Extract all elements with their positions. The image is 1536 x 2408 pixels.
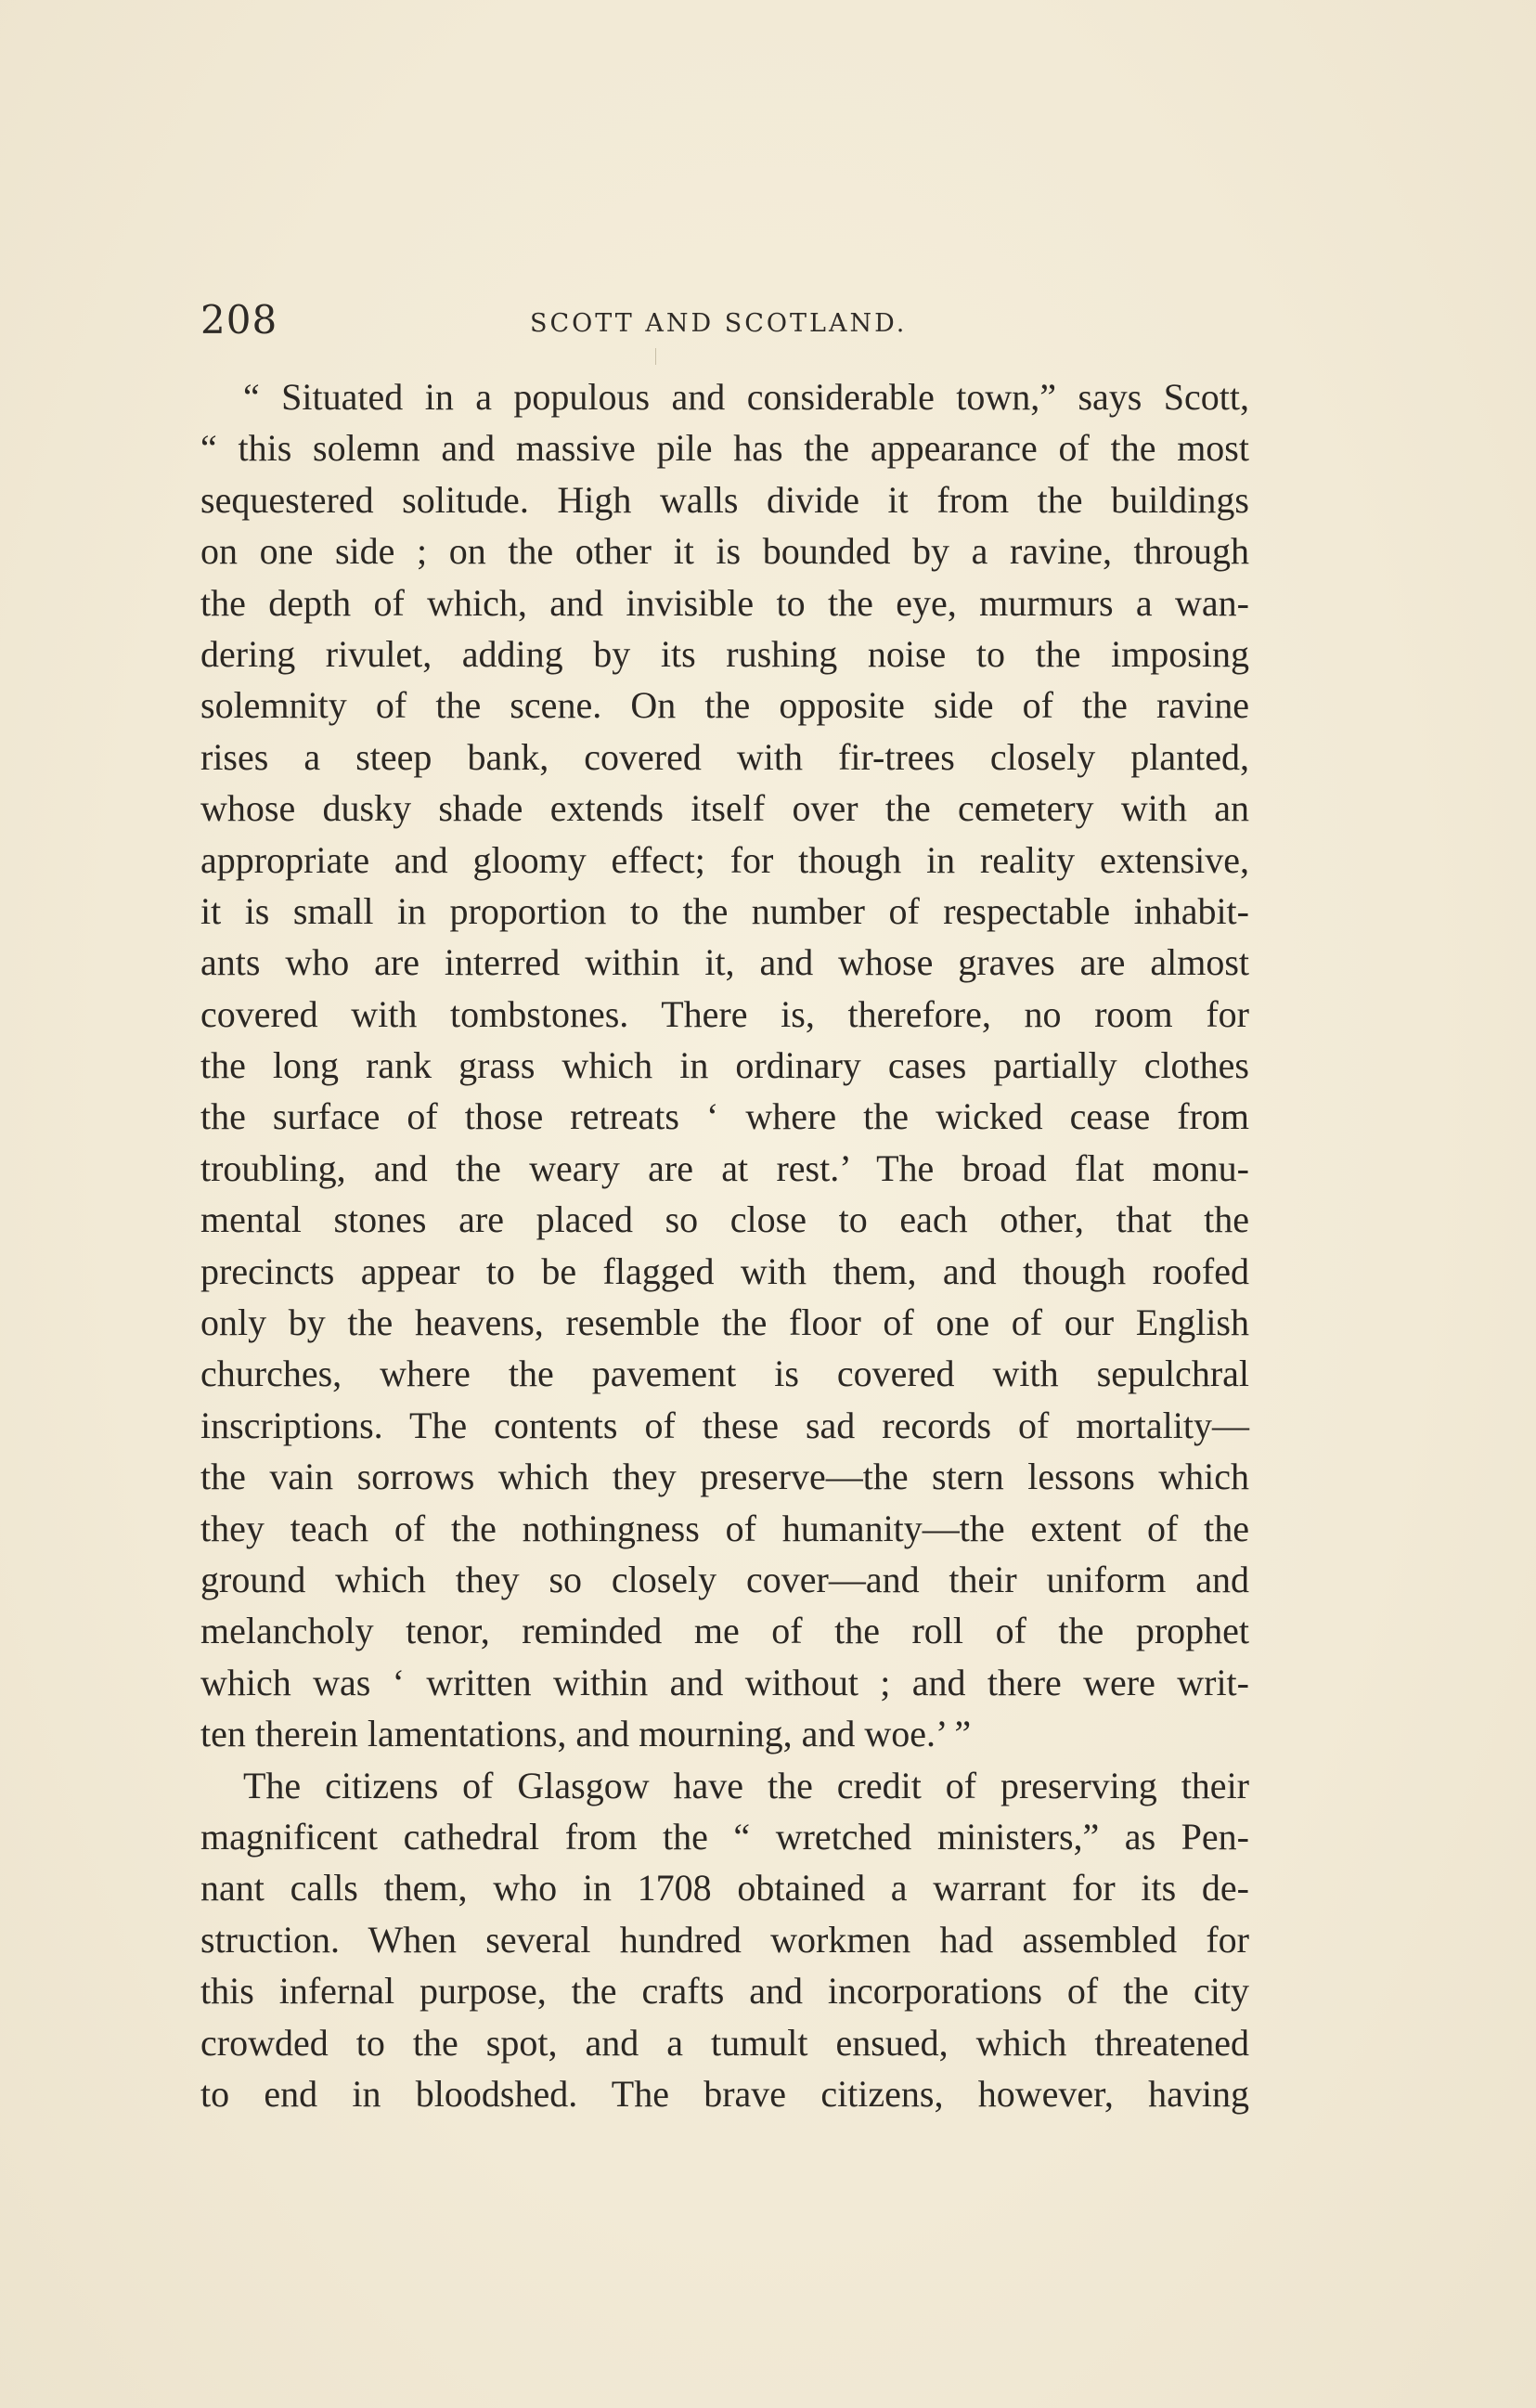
text-line: mental stones are placed so close to each other, that the — [200, 1198, 1249, 1241]
text-line: struction. When several hundred workmen had assembled for — [200, 1918, 1249, 1961]
text-line: it is small in proportion to the number of respectable inhabit- — [200, 889, 1249, 932]
text-line: “ this solemn and massive pile has the appearance of the most — [200, 427, 1249, 470]
text-line: appropriate and gloomy effect; for though in reality extensive, — [200, 838, 1249, 881]
running-head: SCOTT AND SCOTLAND. — [530, 309, 908, 338]
text-line: crowded to the spot, and a tumult ensued, which threatened — [200, 2021, 1249, 2064]
page-header — [200, 297, 1249, 353]
text-line: troubling, and the weary are at rest.’ The broad flat monu- — [200, 1146, 1249, 1189]
text-line: which was ‘ written within and without ; and there were writ- — [200, 1661, 1249, 1703]
body-text — [200, 371, 1249, 2119]
text-line: the vain sorrows which they preserve—the stern lessons which — [200, 1456, 1249, 1498]
text-line: the depth of which, and invisible to the eye, murmurs a wan- — [200, 581, 1249, 624]
text-line: to end in bloodshed. The brave citizens, however, having — [200, 2072, 1249, 2115]
page-number: 208 — [200, 297, 278, 343]
text-line: melancholy tenor, reminded me of the roll of the prophet — [200, 1610, 1249, 1652]
text-line: this infernal purpose, the crafts and incorporations of the city — [200, 1970, 1249, 2013]
text-line: inscriptions. The contents of these sad records of mortality— — [200, 1404, 1249, 1446]
text-line: whose dusky shade extends itself over the cemetery with an — [200, 787, 1249, 830]
text-line: dering rivulet, adding by its rushing noise to the imposing — [200, 632, 1249, 675]
text-line: magnificent cathedral from the “ wretched ministers,” as Pen- — [200, 1815, 1249, 1858]
text-line: on one side ; on the other it is bounded by a ravine, through — [200, 530, 1249, 573]
text-line: they teach of the nothingness of humanity—the extent of the — [200, 1507, 1249, 1549]
text-line: ground which they so closely cover—and their uniform and — [200, 1558, 1249, 1600]
text-line: covered with tombstones. There is, therefore, no room for — [200, 992, 1249, 1035]
text-line: only by the heavens, resemble the floor of one of our English — [200, 1301, 1249, 1344]
text-line: solemnity of the scene. On the opposite side of the ravine — [200, 684, 1249, 727]
text-line: nant calls them, who in 1708 obtained a warrant for its de- — [200, 1867, 1249, 1910]
text-line: “ Situated in a populous and considerable town,” says Scott, — [243, 376, 1249, 418]
text-line: precincts appear to be flagged with them, and though roofed — [200, 1249, 1249, 1292]
text-line: ants who are interred within it, and whose graves are almost — [200, 941, 1249, 984]
text-line: rises a steep bank, covered with fir-trees closely planted, — [200, 735, 1249, 778]
text-line: the long rank grass which in ordinary cases partially clothes — [200, 1044, 1249, 1087]
text-line: churches, where the pavement is covered with sepulchral — [200, 1353, 1249, 1395]
text-line: sequestered solitude. High walls divide it from the buildings — [200, 478, 1249, 521]
text-line: The citizens of Glasgow have the credit of preserving their — [243, 1764, 1249, 1806]
text-line: ten therein lamentations, and mourning, and woe.’ ” — [200, 1713, 972, 1755]
text-line: the surface of those retreats ‘ where the wicked cease from — [200, 1095, 1249, 1138]
